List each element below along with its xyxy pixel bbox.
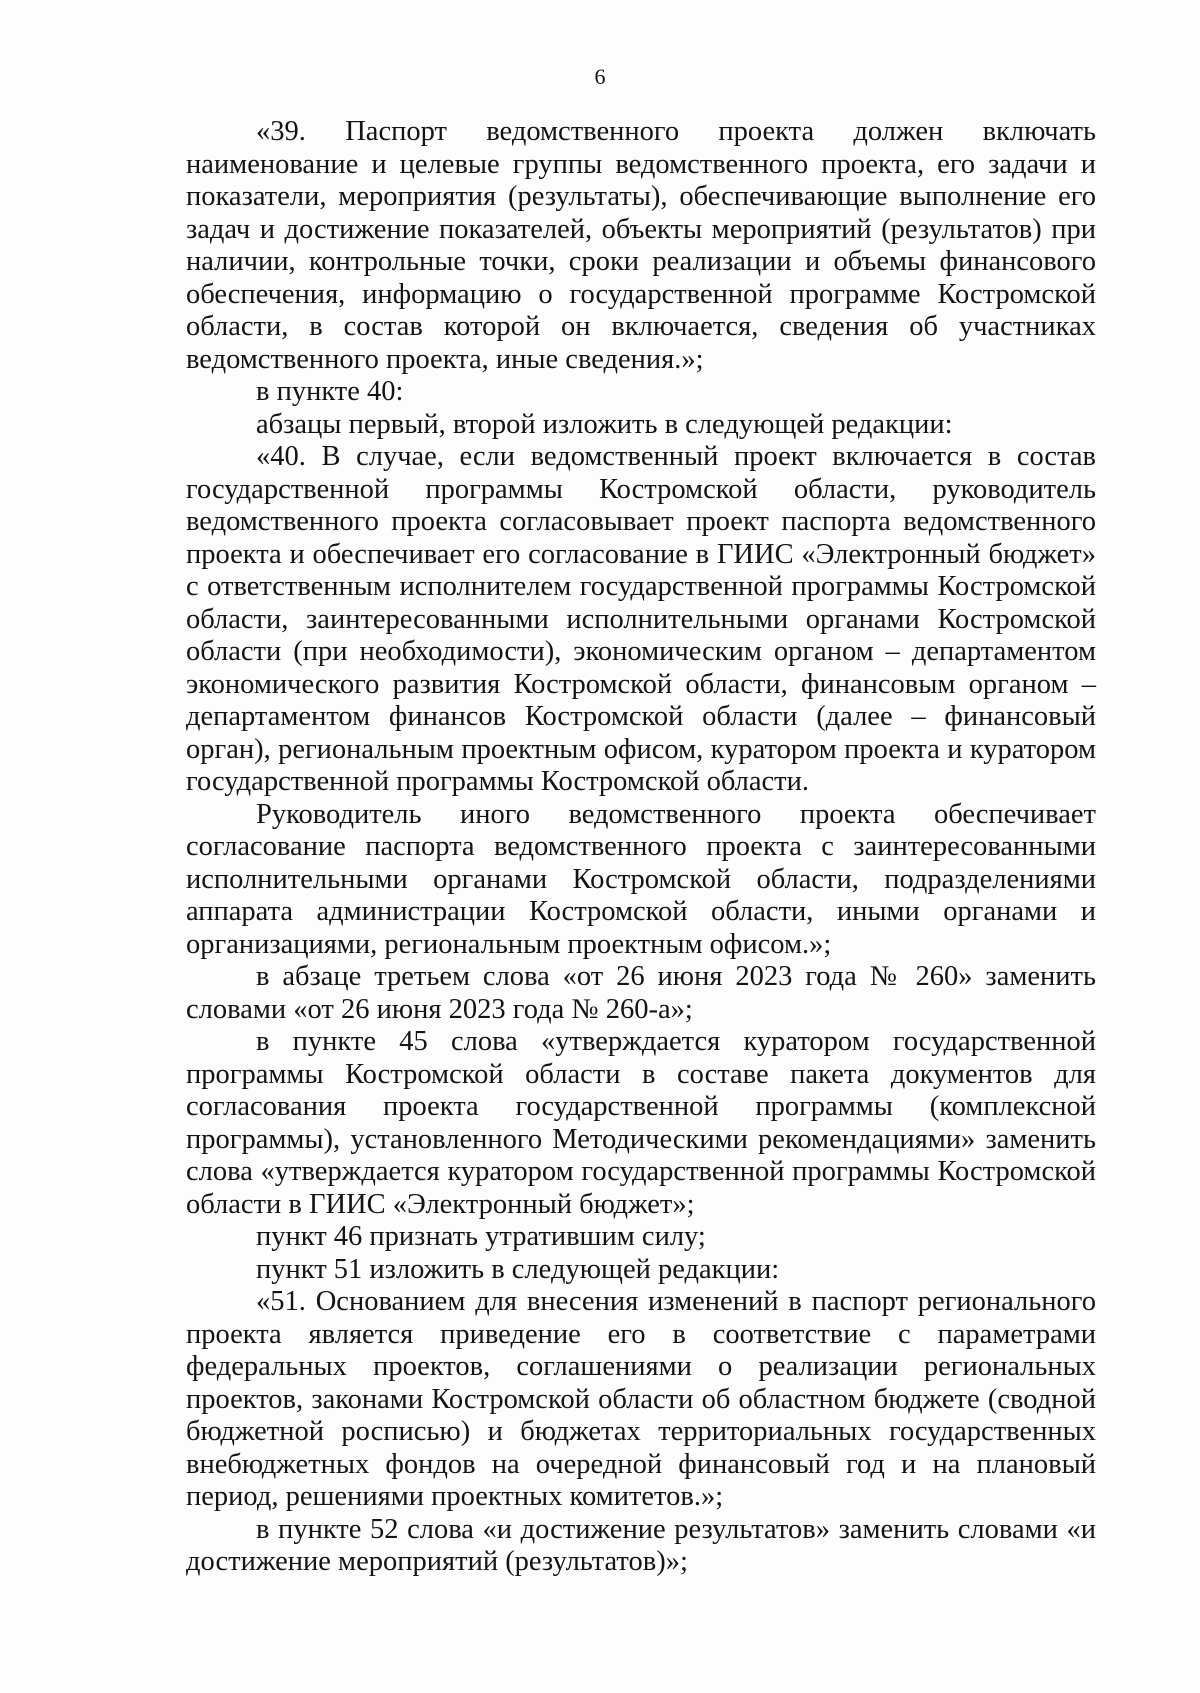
paragraph-39: «39. Паспорт ведомственного проекта должен включать наименование и целевые группы ведомственного проекта, его задачи и показатели, мероприятия (результаты), обеспечивающие выполнение его задач и достижение показателей, объекты мероприятий (результатов) при наличии, контрольные точки, сроки реализации и объемы финансового обеспечения, информацию о государственной программе Костромской области, в состав которой он включается, сведения об участниках ведомственного проекта, иные сведения.»; xyxy=(186,116,1096,375)
page-number: 6 xyxy=(594,64,606,89)
paragraph-point-40-intro: в пункте 40: xyxy=(256,376,404,407)
paragraph-third-abzac: в абзаце третьем слова «от 26 июня 2023 года № 260» заменить словами «от 26 июня 2023 года № 260-а»; xyxy=(186,961,1096,1025)
paragraph-51: «51. Основанием для внесения изменений в паспорт регионального проекта является приведение его в соответствие с параметрами федеральных проектов, соглашениями о реализации региональных проектов, законами Костромской области об областном бюджете (сводной бюджетной росписью) и бюджетах территориальных государственных внебюджетных фондов на очередной финансовый год и на плановый период, решениями проектных комитетов.»; xyxy=(186,1286,1096,1512)
paragraph-point-46: пункт 46 признать утратившим силу; xyxy=(256,1221,706,1252)
paragraph-point-52: в пункте 52 слова «и достижение результатов» заменить словами «и достижение мероприятий (результатов)»; xyxy=(186,1513,1096,1577)
paragraph-point-40-instruction: абзацы первый, второй изложить в следующей редакции: xyxy=(256,408,953,440)
paragraph-40: «40. В случае, если ведомственный проект включается в состав государственной программы Костромской области, руководитель ведомственного проекта согласовывает проект паспорта ведомственного проекта и обеспечивает его согласование в ГИИС «Электронный бюджет» с ответственным исполнителем государственной программы Костромской области, заинтересованными исполнительными органами Костромской области (при необходимости), экономическим органом – департаментом экономического развития Костромской области, финансовым органом – департаментом финансов Костромской области (далее – финансовый орган), региональным проектным офисом, куратором проекта и куратором государственной программы Костромской области. xyxy=(186,441,1096,797)
paragraph-40-second: Руководитель иного ведомственного проекта обеспечивает согласование паспорта ведомственного проекта с заинтересованными исполнительными органами Костромской области, подразделениями аппарата администрации Костромской области, иными органами и организациями, региональным проектным офисом.»; xyxy=(186,798,1096,960)
paragraph-point-51-intro: пункт 51 изложить в следующей редакции: xyxy=(256,1253,780,1285)
document-body xyxy=(186,116,1096,1579)
paragraph-point-45: в пункте 45 слова «утверждается куратором государственной программы Костромской области в составе пакета документов для согласования проекта государственной программы (комплексной программы), установленного Методическими рекомендациями» заменить слова «утверждается куратором государственной программы Костромской области в ГИИС «Электронный бюджет»; xyxy=(186,1026,1096,1220)
